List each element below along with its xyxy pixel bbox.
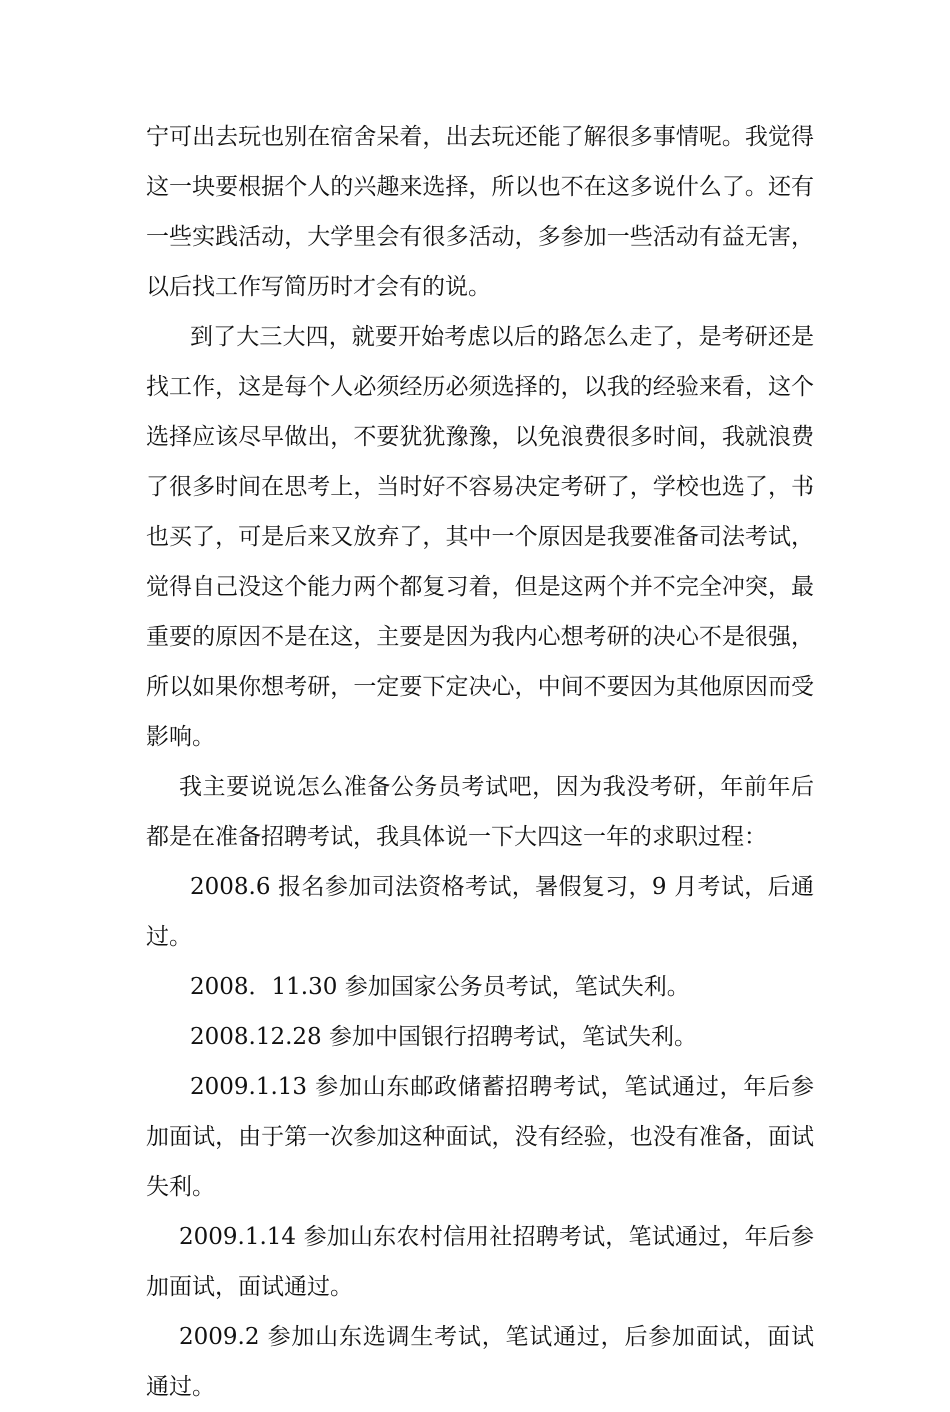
- paragraph-timeline-2: 2008．11.30 参加国家公务员考试，笔试失利。: [190, 974, 690, 1000]
- paragraph-1: 宁可出去玩也别在宿舍呆着，出去玩还能了解很多事情呢。我觉得这一块要根据个人的兴趣来选择，所以也不在这多说什么了。还有一些实践活动，大学里会有很多活动，多参加一些活动有益无害，以后找工作写简历时才会有的说。: [146, 124, 814, 300]
- paragraph-timeline-1: 2008.6 报名参加司法资格考试，暑假复习，9 月考试，后通过。: [146, 874, 814, 950]
- paragraph-timeline-5: 2009.1.14 参加山东农村信用社招聘考试，笔试通过，年后参加面试，面试通过。: [146, 1224, 814, 1300]
- paragraph-3: 我主要说说怎么准备公务员考试吧，因为我没考研，年前年后都是在准备招聘考试，我具体说一下大四这一年的求职过程：: [146, 774, 814, 850]
- paragraph-2: 到了大三大四，就要开始考虑以后的路怎么走了，是考研还是找工作，这是每个人必须经历必须选择的，以我的经验来看，这个选择应该尽早做出，不要犹犹豫豫，以免浪费很多时间，我就浪费了很多时间在思考上，当时好不容易决定考研了，学校也选了，书也买了，可是后来又放弃了，其中一个原因是我要准备司法考试，觉得自己没这个能力两个都复习着，但是这两个并不完全冲突，最重要的原因不是在这，主要是因为我内心想考研的决心不是很强，所以如果你想考研，一定要下定决心，中间不要因为其他原因而受影响。: [146, 324, 814, 750]
- paragraph-timeline-6: 2009.2 参加山东选调生考试，笔试通过，后参加面试，面试通过。: [146, 1324, 814, 1400]
- document-body: [146, 112, 814, 1412]
- paragraph-timeline-3: 2008.12.28 参加中国银行招聘考试，笔试失利。: [190, 1024, 697, 1050]
- paragraph-timeline-4: 2009.1.13 参加山东邮政储蓄招聘考试，笔试通过，年后参加面试，由于第一次参加这种面试，没有经验，也没有准备，面试失利。: [146, 1074, 814, 1200]
